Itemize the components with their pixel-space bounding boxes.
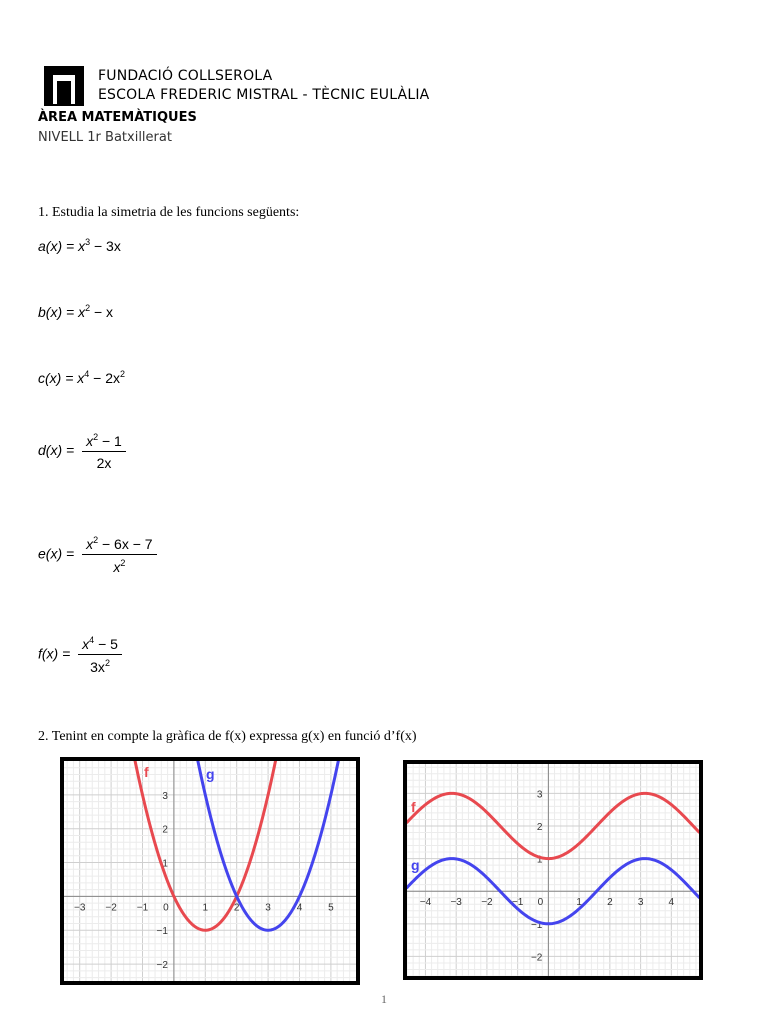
series-f-label: f <box>411 799 416 815</box>
function-e: e(x) = $\frac{x^2 - 6x - 7}{x^2}$ <box>38 535 157 575</box>
grid <box>64 761 356 981</box>
school-name: ESCOLA FREDERIC MISTRAL - TÈCNIC EULÀLIA <box>98 87 430 103</box>
org-name: FUNDACIÓ COLLSEROLA <box>98 68 273 84</box>
x-tick-label: 3 <box>265 902 271 914</box>
y-tick-label: 1 <box>162 858 168 870</box>
y-tick-label: −2 <box>156 960 168 972</box>
y-tick-label: −1 <box>530 919 543 931</box>
graph-parabolas <box>60 757 360 985</box>
x-tick-label: 1 <box>202 902 209 914</box>
x-tick-label: 3 <box>637 897 644 909</box>
y-tick-label: −1 <box>156 926 168 938</box>
series-g-label: g <box>206 766 215 782</box>
question-1-prompt: 1. Estudia la simetria de les funcions següents: <box>38 205 300 220</box>
x-tick-label: −1 <box>511 897 524 909</box>
function-b: $b(x) = x^2 - x$ <box>38 303 114 320</box>
y-tick-label: 2 <box>536 821 543 833</box>
y-tick-label: 3 <box>162 790 168 802</box>
function-a: $a(x) = x^3 - 3x$ <box>38 237 121 254</box>
x-tick-label: −3 <box>73 902 86 914</box>
course-level: NIVELL 1r Batxillerat <box>38 130 172 145</box>
x-tick-label: −2 <box>481 897 493 909</box>
x-tick-label: 0 <box>163 902 169 914</box>
x-tick-label: 4 <box>296 902 303 914</box>
x-tick-label: 1 <box>576 897 582 909</box>
parabola-chart <box>64 761 356 981</box>
y-tick-label: −2 <box>530 952 543 964</box>
x-tick-label: 2 <box>607 897 613 909</box>
x-tick-label: 0 <box>537 897 544 909</box>
x-tick-label: 4 <box>668 897 675 909</box>
function-c: $c(x) = x^4 - 2x^2$ <box>38 369 126 386</box>
x-tick-label: −3 <box>450 897 462 909</box>
series-g-label: g <box>411 857 420 873</box>
function-f: f(x) = $\frac{x^4 - 5}{3x^2}$ <box>38 635 122 675</box>
function-d: d(x) = $\frac{x^2 - 1}{2x}$ <box>38 432 126 471</box>
x-tick-label: −1 <box>136 902 149 914</box>
graph-cosines <box>403 760 703 980</box>
cosine-chart <box>407 764 699 976</box>
page-number: 1 <box>381 992 387 1006</box>
x-tick-label: 2 <box>233 902 240 914</box>
question-2-prompt: 2. Tenint en compte la gràfica de f(x) expressa g(x) en funció d’f(x) <box>38 729 417 744</box>
y-tick-label: 2 <box>162 824 168 836</box>
y-tick-label: 3 <box>536 789 543 801</box>
y-tick-label: 1 <box>536 854 543 866</box>
series-f-label: f <box>144 764 149 780</box>
x-tick-label: 5 <box>328 902 334 914</box>
subject-area: ÀREA MATEMÀTIQUES <box>38 110 197 125</box>
school-logo <box>44 66 84 106</box>
x-tick-label: −2 <box>105 902 117 914</box>
x-tick-label: −4 <box>419 897 432 909</box>
